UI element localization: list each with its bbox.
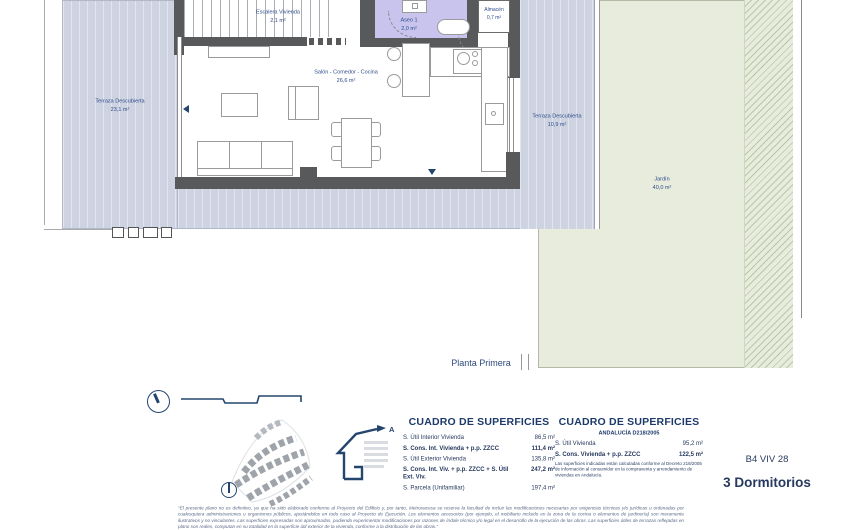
- room-label-terrace-left: Terraza Descubierta 23,1 m²: [95, 98, 145, 113]
- sofa: [197, 141, 293, 176]
- parcel-boundary-left: [44, 0, 45, 225]
- direction-label: A: [389, 425, 395, 434]
- footing-square: [112, 227, 124, 238]
- room-label-garden: Jardín 40,0 m²: [652, 176, 672, 191]
- dining-table: [341, 118, 372, 168]
- footing-square: [161, 227, 172, 238]
- unit-code: B4 VIV 28: [745, 454, 789, 465]
- table-title: CUADRO DE SUPERFICIES: [558, 416, 700, 428]
- room-label-stair: Escalera Vivienda 2,1 m²: [256, 9, 300, 24]
- floor-label: Planta Primera: [451, 358, 511, 368]
- wall-segment: [175, 177, 520, 189]
- cooktop-burner: [472, 60, 478, 66]
- section-profile-line: [179, 392, 305, 406]
- legal-disclaimer: "El presente plano no es definitivo, ya que ha sido elaborado conforme al Proyecto del Edificio y, por tanto, Metrovacesa se reserva la facultad de incluir las modificaciones necesarias por exigencias técnicas y/o jurídicas u ordenadas por cualesquiera administraciones u organismos públicos, ajustándolos en todo caso al Proyecto de Ejecución. Los elementos accesorios (por ejemplo, el mobiliario incluido en la zona de la cocina o elementos de jardinería) son meramente ilustrativos y no vinculantes. Las superficies expresadas son aproximadas, pudiendo experimentar modificaciones por razones de índole técnico y/o legal en el desarrollo de la ejecución de las obras. Las superficies útiles de terrazas reflejadas en plano son reales, computan en su totalidad en la superficie útil exterior de la vivienda, conforme a la distribución de las obras.": [178, 505, 684, 529]
- section-marker-left: [183, 105, 189, 113]
- footing-square: [143, 227, 158, 238]
- table-row: S. Cons. Vivienda + p.p. ZZCC 122,5 m²: [555, 450, 703, 458]
- cooktop-burner: [472, 51, 478, 57]
- table-row: S. Cons. Int. Vivienda + p.p. ZZCC 111,4 m²: [403, 444, 555, 452]
- armchair: [288, 86, 319, 120]
- table-rows: [555, 430, 703, 478]
- sink-basin: [412, 3, 418, 9]
- north-compass-icon: [147, 390, 170, 413]
- sideboard: [208, 46, 270, 58]
- bathtub: [437, 19, 470, 35]
- bar-stool: [387, 47, 401, 61]
- table-row: S. Parcela (Unifamiliar) 197,4 m²: [403, 483, 555, 491]
- unit-identity: [711, 454, 823, 490]
- footing-square: [128, 227, 139, 238]
- legal-disclaimer-wrap: [178, 505, 684, 530]
- boundary-tick: [528, 354, 529, 370]
- table-title: CUADRO DE SUPERFICIES: [408, 416, 550, 428]
- table-rows: [403, 432, 555, 493]
- terrace-left: [62, 0, 178, 229]
- table-row: S. Útil Vivienda 95,2 m²: [555, 439, 703, 447]
- stair-headroom-dashed-line: [309, 38, 346, 45]
- room-label-almacen: Almacén 0,7 m²: [484, 7, 504, 21]
- room-label-aseo: Aseo 1 2,0 m²: [400, 17, 418, 32]
- table-row: S. Útil Interior Vivienda 86,5 m²: [403, 433, 555, 441]
- kitchen-island: [402, 43, 430, 97]
- parcel-boundary-right: [801, 0, 802, 318]
- section-marker-bottom: [428, 169, 436, 175]
- table-row: S. Útil Exterior Vivienda 135,8 m²: [403, 454, 555, 462]
- bar-stool: [387, 74, 401, 88]
- unit-type: 3 Dormitorios: [723, 475, 811, 490]
- room-label-salon: Salón - Comedor - Cocina 26,6 m²: [314, 69, 378, 84]
- cooktop-burner: [457, 52, 470, 65]
- parcel-boundary-corner: [44, 229, 113, 230]
- orientation-circle-icon: [221, 482, 237, 498]
- boundary-tick: [521, 354, 522, 370]
- table-subtitle: ANDALUCÍA D218/2005: [598, 430, 660, 436]
- wall-segment: [300, 167, 317, 177]
- garden-hatch-band: [744, 0, 793, 368]
- window-left: [177, 37, 182, 177]
- table-note: Las superficies indicadas están calculadas conforme al Decreto 218/2005 de información al consumidor en la compraventa y arrendamiento de viviendas en Andalucía.: [555, 460, 702, 478]
- wall-segment: [176, 37, 307, 46]
- coffee-table: [221, 93, 258, 117]
- terrace-bottom: [178, 189, 520, 229]
- kitchen-sink-drain: [491, 111, 496, 116]
- table-row: S. Cons. Int. Viv. + p.p. ZZCC + S. Útil Ext. Viv. 247,2 m²: [403, 465, 555, 481]
- room-label-terrace-right: Terraza Descubierta 10,9 m²: [532, 113, 582, 128]
- house-orientation-icon: [326, 423, 404, 485]
- wall-segment: [360, 0, 375, 47]
